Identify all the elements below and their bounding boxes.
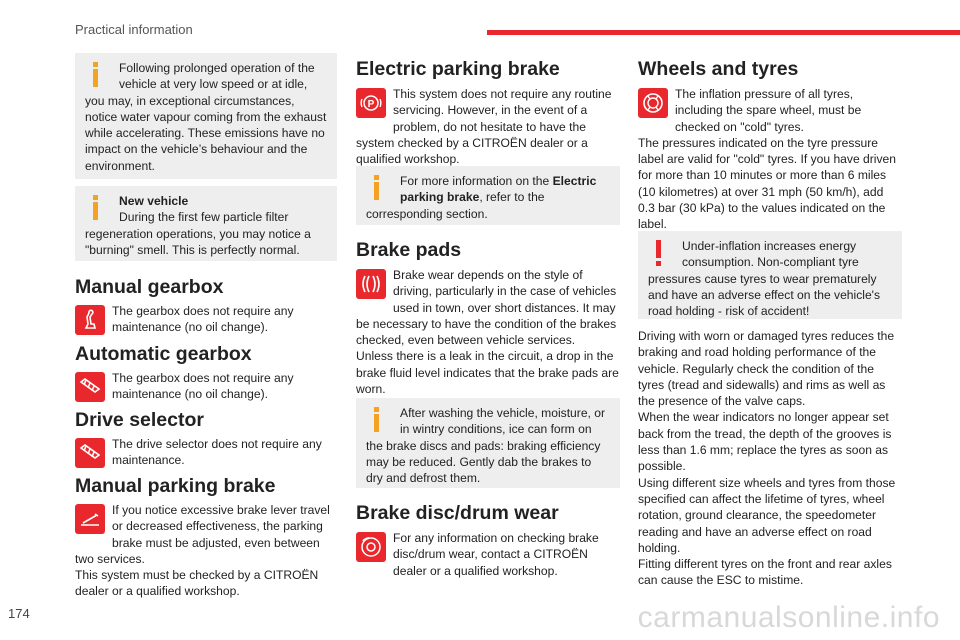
note-text: For more information on the Electric parking brake, refer to the corresponding section. <box>366 174 597 221</box>
section-title: Automatic gearbox <box>75 343 252 365</box>
running-header: Practical information <box>75 22 193 37</box>
spanner-icon <box>75 438 105 468</box>
section-text: This system must be checked by a CITROËN dealer or a qualified workshop. <box>75 568 319 599</box>
info-note-brake-moisture <box>356 398 620 488</box>
section-text: The gearbox does not require any maintenance (no oil change). <box>112 371 294 402</box>
section-text: When the wear indicators no longer appear set back from the tread, the depth of the grooves is less than 1.6 mm; replace the tyres as soon as possible. <box>638 410 892 474</box>
page-number: 174 <box>8 606 30 621</box>
section-text: Driving with worn or damaged tyres reduces the braking and road holding performance of the vehicle. Regularly check the condition of the tyres (tread and sidewalls) and rims as well as the presence of the valve caps. <box>638 329 895 409</box>
watermark: carmanualsonline.info <box>637 601 940 634</box>
info-icon <box>87 195 105 221</box>
section-brake-pads <box>356 238 620 397</box>
info-icon <box>368 175 386 201</box>
svg-text:P: P <box>367 99 375 110</box>
info-note-new-vehicle <box>75 186 337 261</box>
section-title: Brake pads <box>356 239 462 261</box>
brake-disc-icon <box>356 532 386 562</box>
section-text: Using different size wheels and tyres from those specified can affect the lifetime of tyres, wheel rotation, ground clearance, the speedometer reading and have an adverse effect on road holding. <box>638 475 896 555</box>
section-wheels-and-tyres <box>638 57 902 233</box>
section-text: The pressures indicated on the tyre pressure label are valid for "cold" tyres. If you have driven for more than 10 minutes or more than 6 miles (10 kilometres) at over 31 mph (50 km/h), add 0.3 bar (30 kPa) to the values indicated on the label. <box>638 135 896 232</box>
note-text: After washing the vehicle, moisture, or in wintry conditions, ice can form on the brake discs and pads: braking efficiency may be reduced. Gently dab the brakes to dry and defrost them. <box>366 406 606 486</box>
section-text: If you notice excessive brake lever travel or decreased effectiveness, the parking brake must be adjusted, even between two services. <box>75 503 330 566</box>
info-note-electric-parking-brake <box>356 166 620 225</box>
section-title: Manual gearbox <box>75 276 224 298</box>
info-note-water-vapour <box>75 53 337 179</box>
parking-brake-lever-icon <box>75 504 105 534</box>
spanner-icon <box>75 372 105 402</box>
section-automatic-gearbox <box>75 342 339 404</box>
section-text: For any information on checking brake disc/drum wear, contact a CITROËN dealer or a qualified workshop. <box>393 531 599 578</box>
section-text: This system does not require any routine servicing. However, in the event of a problem, do not hesitate to have the system checked by a CITROËN dealer or a qualified workshop. <box>356 87 612 167</box>
warning-note-under-inflation <box>638 231 902 319</box>
section-title: Wheels and tyres <box>638 58 799 80</box>
section-tyre-condition <box>638 328 902 589</box>
warning-icon <box>650 240 668 266</box>
brake-pads-icon <box>356 269 386 299</box>
section-text: Unless there is a leak in the circuit, a drop in the brake fluid level indicates that the brake pads are worn. <box>356 349 619 397</box>
note-title: New vehicle <box>119 194 189 208</box>
section-text: The inflation pressure of all tyres, including the spare wheel, must be checked on "cold" tyres. <box>675 87 862 134</box>
section-manual-gearbox <box>75 275 339 337</box>
note-text: Following prolonged operation of the vehicle at very low speed or at idle, you may, in exceptional circumstances, notice water vapour coming from the exhaust while accelerating. These emissions have no impact on the vehicle’s behaviour and the environment. <box>85 61 327 173</box>
parking-p-icon <box>356 88 386 118</box>
note-text: During the first few particle filter regeneration operations, you may notice a "burning" smell. This is perfectly normal. <box>85 210 311 257</box>
section-brake-disc-wear <box>356 501 620 579</box>
section-text: Fitting different tyres on the front and rear axles can cause the ESC to mistime. <box>638 557 892 588</box>
header-accent-bar <box>487 30 960 35</box>
section-electric-parking-brake <box>356 57 620 167</box>
section-title: Drive selector <box>75 409 204 431</box>
section-manual-parking-brake <box>75 474 339 600</box>
gear-lever-icon <box>75 305 105 335</box>
tyre-icon <box>638 88 668 118</box>
section-text: Brake wear depends on the style of driving, particularly in the case of vehicles used in town, over short distances. It may be necessary to have the condition of the brakes checked, even between vehicle services. <box>356 268 617 348</box>
section-drive-selector <box>75 408 339 470</box>
info-icon <box>87 62 105 88</box>
section-text: The drive selector does not require any maintenance. <box>112 437 322 468</box>
section-text: The gearbox does not require any maintenance (no oil change). <box>112 304 294 335</box>
section-title: Electric parking brake <box>356 58 560 80</box>
warning-text: Under-inflation increases energy consumption. Non-compliant tyre pressures cause tyres to wear prematurely and have an adverse effect on the vehicle's road holding - risk of accident! <box>648 239 881 319</box>
section-title: Brake disc/drum wear <box>356 502 559 524</box>
section-title: Manual parking brake <box>75 475 276 497</box>
info-icon <box>368 407 386 433</box>
